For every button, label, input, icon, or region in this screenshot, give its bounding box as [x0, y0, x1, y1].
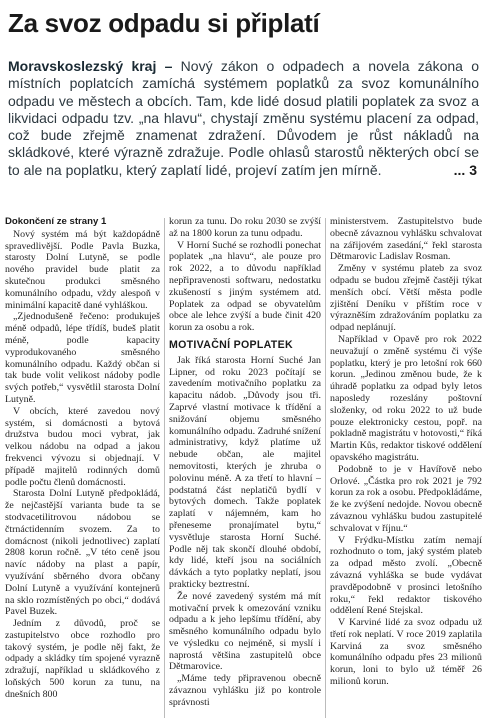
- body-paragraph: Jedním z důvodů, proč se zastupitelstvo obce rozhodlo pro takový systém, je podle něj fakt, že odpady a skládky tím spojené vyrazně zdražují, například u skládkového z loňských 500 korun za tunu, na dnešních 800: [5, 618, 160, 700]
- body-paragraph: Změny v systému plateb za svoz odpadu se budou zřejmě častěji týkat menších obcí. Větší města podle zjištění Deníku v příštím roce v výrazněším zdražováním poplatku za odpad neplánují.: [330, 263, 482, 334]
- body-paragraph: Nový systém má být každopádně spravedlivější. Podle Pavla Buzka, starosty Dolní Lutyně, se podle nového pravidel bude platit za skutečnou produkci směsného komunálního odpadu, vždy alespoň v minimální kapacitě dané vyhláškou.: [5, 228, 160, 311]
- column-divider: [164, 218, 165, 718]
- body-paragraph: Jak říká starosta Horní Suché Jan Lipner, od roku 2023 počítají se zavedením motivačního poplatku za kapacitu nádob. „Důvody jsou tři. Zaprvé vlastní motivace k třídění a snižování objemu směsného komunálního odpadu. Zadruhé snížení administrativy, když platíme už nebude občan, ale majitel nemovitosti, kterých je zhruba o polovinu méně. A za třetí to hlavní – podstatná část neplatičů bydlí v bytových domech. Takže poplatek zaplatí v nájemném, kam ho přeneseme pronajímatel bytu,“ vysvětluje starosta Horní Suché. Podle něj tak skončí dlouhé období, kdy lidé, kteří jsou na sociálních dávkách a tyto poplatky neplatí, jsou prakticky beztrestní.: [169, 354, 321, 590]
- body-paragraph: V obcích, které zavedou nový systém, si domácnosti a bytová družstva budou moci vybrat, jak velkou nádobu na odpad a jakou frekvenci vývozu si objednají. V případě majitelů rodinných domů podle počtu členů domácnosti.: [5, 405, 160, 488]
- lead-region: Moravskoslezský kraj –: [8, 58, 173, 74]
- body-paragraph: Podobně to je v Havířově nebo Orlové. „Částka pro rok 2021 je 792 korun za rok a osobu. Předpokládáme, že ke zvýšení nedojde. Novou obecně závaznou vyhlášku budou zastupitelé schvalovat v říjnu.“: [330, 463, 482, 534]
- body-column-2: [169, 216, 321, 720]
- column-divider: [325, 218, 326, 718]
- lead-text: Nový zákon o odpadech a novela zákona o místních poplatcích zamíchá systémem poplatků za svoz komunálního odpadu ve městech a obcích. Tam, kde lidé dosud platili poplatek za svoz a likvidaci odpadu tzv. „na hlavu“, chystají změnu systému placení za odpad, což bude zřejmě znamenat zdražení. Důvodem je růst nákladů na skládkové, které výrazně zdražuje. Podle ohlasů starostů některých obcí se to ale na poplatku, který zaplatí lidé, projeví zatím jen mírně.: [8, 58, 480, 178]
- lead-paragraph: [8, 58, 479, 179]
- body-column-1: [5, 216, 160, 720]
- body-paragraph: „Zjednodušeně řečeno: produkuješ méně odpadů, lépe třídíš, budeš platit méně, podle kapacity vyprodukovaného směsného komunálního odpadu. Každý občan si tak bude volit velikost nádoby podle svých potřeb,“ vysvětlil starosta Dolní Lutyně.: [5, 311, 160, 405]
- headline: Za svoz odpadu si připlatí: [8, 8, 320, 38]
- body-paragraph: Starosta Dolní Lutyně předpokládá, že nejčastější varianta bude ta se stodvacetilitrovou nádobou se čtrnáctidenním svozem. Za to domácnost (nikoli jednotlivec) zaplatí 2808 korun ročně. „V této ceně jsou navíc nádoby na plast a papír, využívání sběrného dvora občany Dolní Lutyně a využívání kontejnerů na sklo rozmístěných po obci,“ dodává Pavel Buzek.: [5, 488, 160, 618]
- body-paragraph: Že nové zavedený systém má mít motivační prvek k omezování vzniku odpadu a k jeho lepšímu třídění, aby směsného komunálního odpadu bylo ve výsledku co nejméně, si myslí i naprostá většina zastupitelů obce Dětmarovice.: [169, 590, 321, 673]
- body-paragraph: V Karviné lidé za svoz odpadu už třetí rok neplatí. V roce 2019 zaplatila Karviná za svoz směsného komunálního odpadu přes 23 milionů korun, loni to bylo už téměř 26 milionů korun.: [330, 617, 482, 688]
- body-paragraph: ministerstvem. Zastupitelstvo bude obecně závaznou vyhlášku schvalovat na zářijovém zasedání,“ řekl starosta Dětmarovic Ladislav Rosman.: [330, 216, 482, 263]
- section-subheading: MOTIVAČNÍ POPLATEK: [169, 338, 293, 351]
- continued-page-link[interactable]: ... 3: [453, 161, 477, 178]
- body-paragraph: Například v Opavě pro rok 2022 neuvažují o změně systému či výše poplatku, který je pro letošní rok 660 korun. „Jedinou změnou bude, že k úhradě poplatku za odpad byly letos naposledy rozeslány poštovní složenky, od roku 2022 to už bude pouze elektronicky cestou, popř. na pokladně magistrátu v hotovosti,“ říká Martin Kůs, redaktor tiskové oddělení opavského magistrátu.: [330, 333, 482, 463]
- continuation-kicker: Dokončení ze strany 1: [5, 216, 107, 227]
- body-paragraph: V Frýdku-Místku zatím nemají rozhodnuto o tom, jaký systém plateb za odpad město zvolí. „Obecně závazná vyhláška se bude vydávat pravděpodobně v prosinci letošního roku,“ řekl redaktor tiskového oddělení René Stejskal.: [330, 534, 482, 617]
- body-paragraph: „Máme tedy připravenou obecně závaznou vyhlášku již po kontrole správnosti: [169, 673, 321, 708]
- body-paragraph: korun za tunu. Do roku 2030 se zvýší až na 1800 korun za tunu odpadu.: [169, 216, 321, 239]
- body-paragraph: V Horní Suché se rozhodli ponechat poplatek „na hlavu“, ale pouze pro rok 2022, a to důvodu například nepřipravenosti softwaru, nedostatku zkušeností s jiným systémem atd. Poplatek za odpad se obyvatelům obce ale lehce zvýší a bude činit 420 korun za osobu a rok.: [169, 239, 321, 334]
- body-column-3: [330, 216, 482, 720]
